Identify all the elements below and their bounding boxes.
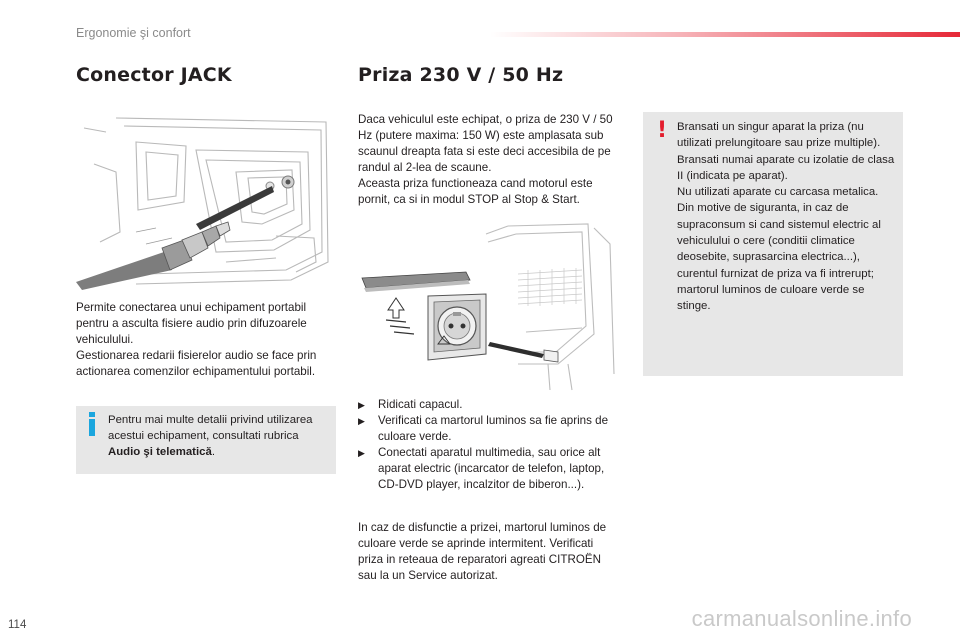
warning-line: Nu utilizati aparate cu carcasa metalica. [677,186,879,199]
jack-heading: Conector JACK [76,64,232,86]
info-note-box [76,406,336,474]
arrow-bullet-icon: ▶ [358,448,365,458]
priza-heading: Priza 230 V / 50 Hz [358,64,564,86]
page-number: 114 [8,619,27,631]
header-accent-bar [490,32,960,37]
audio-telematics-reference: Audio şi telematică [108,446,212,458]
warning-line: Din motive de siguranta, in caz de supraconsum si cand sistemul electric al vehiculului o cere (conditii climatice deosebite, suprasarcina electrica...), curentul furnizat de priza va fi intrerupt; martorul luminos de culoare verde se stinge. [677,202,881,313]
priza-intro-line: Aceasta priza functioneaza cand motorul este pornit, ca si in modul STOP al Stop & Start. [358,177,593,206]
step-text: Verificati ca martorul luminos sa fie aprins de culoare verde. [378,414,609,443]
warning-line: Bransati un singur aparat la priza (nu utilizati prelungitoare sau prize multiple). [677,121,881,150]
jack-description [76,300,338,380]
priza-intro [358,112,620,208]
list-item [358,397,620,413]
section-title: Ergonomie şi confort [76,26,191,40]
priza-intro-line: Daca vehiculul este echipat, o priza de 230 V / 50 Hz (putere maxima: 150 W) este amplasata sub scaunul dreapta fata si este deci accesibila de pe randul al 2-lea de scaune. [358,113,613,174]
info-note-text [108,412,330,460]
list-item [358,413,620,445]
priza-steps-list [358,397,620,493]
list-item [358,445,620,493]
jack-connector-illustration [76,112,334,290]
power-socket-illustration [358,214,618,392]
arrow-bullet-icon: ▶ [358,400,365,410]
info-icon [88,412,96,436]
arrow-bullet-icon: ▶ [358,416,365,426]
warning-icon: ! [657,118,668,143]
step-text: Ridicati capacul. [378,398,463,411]
watermark: carmanualsonline.info [691,606,912,631]
jack-description-line: Gestionarea redarii fisierelor audio se face prin actionarea comenzilor echipamentului portabil. [76,349,317,378]
warning-text [677,119,899,315]
warning-line: Bransati numai aparate cu izolatie de clasa II (indicata pe aparat). [677,153,895,182]
info-note-end: . [211,446,215,458]
priza-malfunction-note: In caz de disfunctie a prizei, martorul luminos de culoare verde se aprinde intermitent. Verificati priza in reteaua de reparatori agreati CITROËN sau la un Service autorizat. [358,521,607,582]
warning-box [643,112,903,376]
info-note-intro: Pentru mai multe detalii privind utilizarea acestui echipament, consultati rubrica [108,414,313,442]
step-text: Conectati aparatul multimedia, sau orice alt aparat electric (incarcator de telefon, laptop, CD-DVD player, incalzitor de biberon...). [378,446,605,491]
jack-description-line: Permite conectarea unui echipament portabil pentru a asculta fisiere audio prin difuzoarele vehiculului. [76,301,307,346]
